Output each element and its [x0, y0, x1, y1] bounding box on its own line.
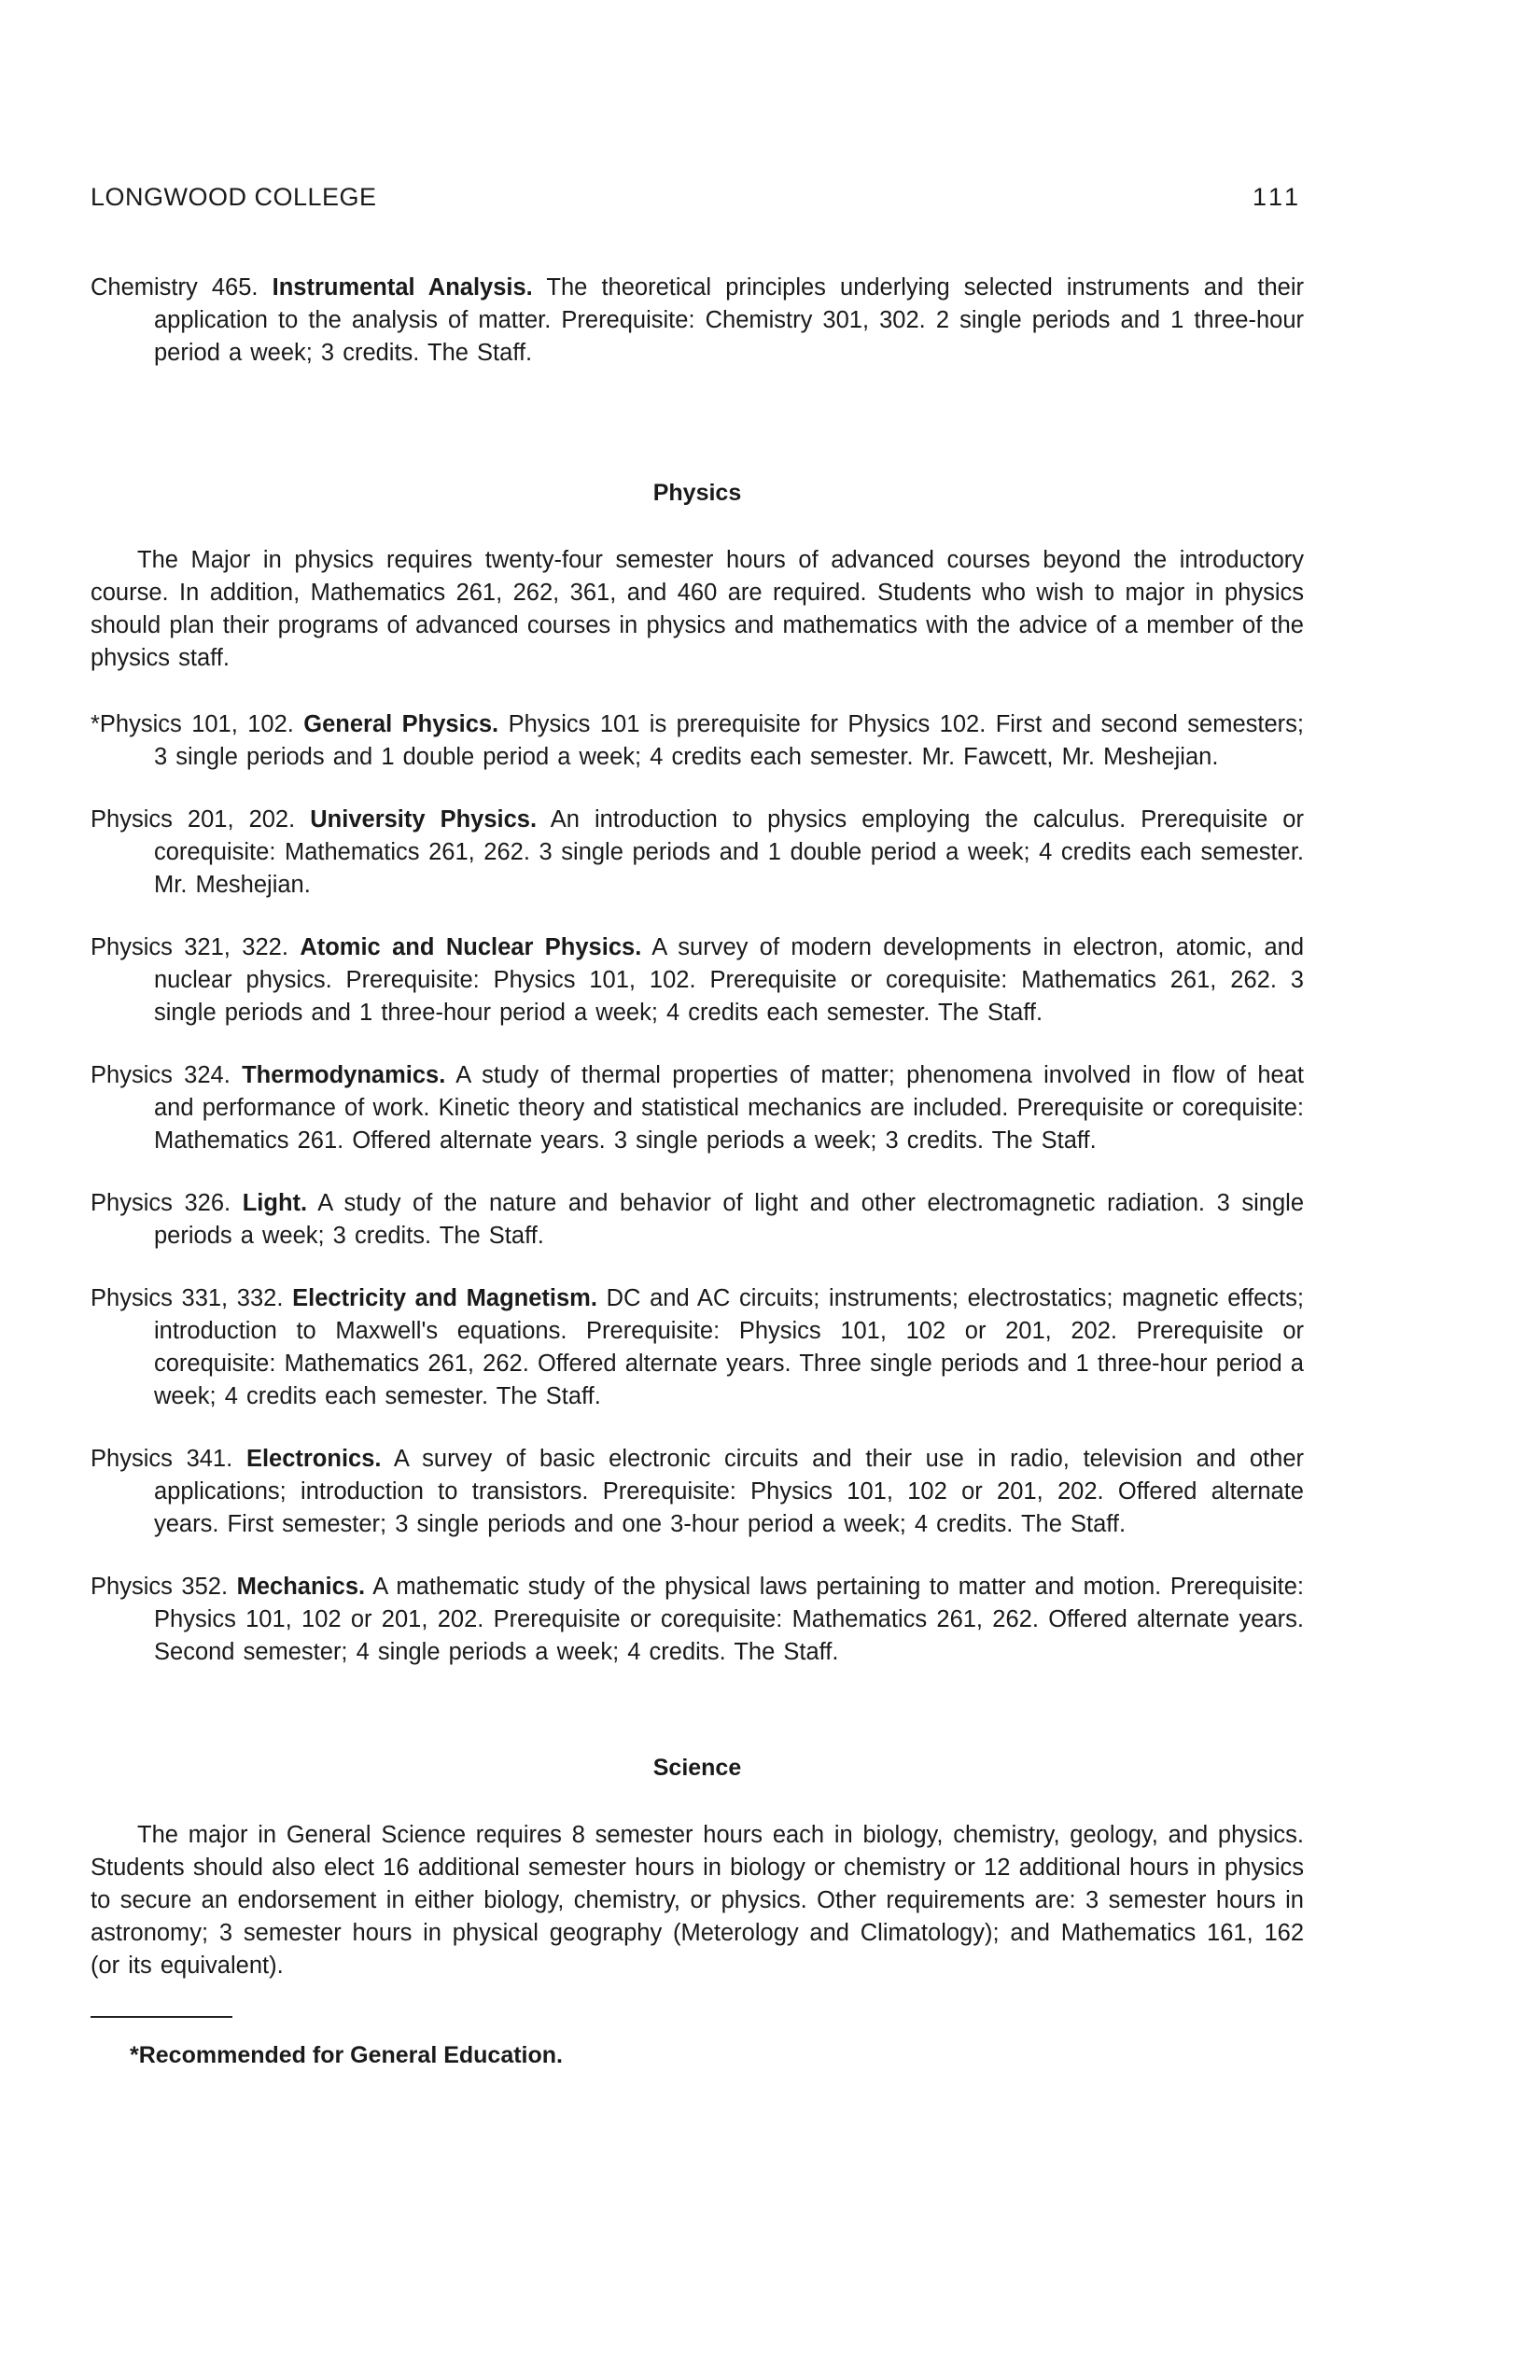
course-title: Light. — [242, 1190, 308, 1216]
course-entry-physics-331-332 — [91, 1282, 1304, 1413]
college-title: LONGWOOD COLLEGE — [91, 183, 377, 211]
course-entry-chemistry-465 — [91, 272, 1304, 370]
course-entry-physics-324 — [91, 1059, 1304, 1157]
course-title: Thermodynamics. — [242, 1062, 446, 1088]
course-code: Physics 331, 332. — [91, 1285, 284, 1311]
course-description: A mathematic study of the physical laws pertaining to matter and motion. Prerequisite: Physics 101, 102 or 201, 202. Prerequisite or corequisite: Mathematics 261, 262. Offered alternate years. Second semester; 4 single periods a week; 4 credits. The Staff. — [154, 1574, 1304, 1665]
section-heading-physics: Physics — [652, 480, 742, 506]
course-description: A survey of basic electronic circuits and their use in radio, television and other applications; introduction to transistors. Prerequisite: Physics 101, 102 or 201, 202. Offered alternate years. First semester; 3 single periods and one 3-hour period a week; 4 credits. The Staff. — [154, 1446, 1304, 1537]
course-entry-physics-321-322 — [91, 931, 1304, 1029]
page-number: 111 — [1252, 183, 1302, 211]
course-title: Electronics. — [245, 1446, 382, 1472]
course-code: Physics 201, 202. — [91, 806, 296, 833]
physics-major-paragraph: The Major in physics requires twenty-four semester hours of advanced courses beyond the introductory course. In addition, Mathematics 261, 262, 361, and 460 are required. Students who wish to major in physics should plan their programs of advanced courses in physics and mathematics with the advice of a member of the physics staff. — [91, 547, 1304, 671]
section-heading-science: Science — [652, 1755, 742, 1781]
course-entry-physics-341 — [91, 1443, 1304, 1541]
course-entry-physics-326 — [91, 1187, 1304, 1253]
course-code: Physics 321, 322. — [91, 934, 288, 960]
catalog-page — [91, 183, 1304, 2093]
course-code: *Physics 101, 102. — [91, 711, 294, 737]
course-title: General Physics. — [303, 711, 499, 737]
course-description: The theoretical principles underlying selected instruments and their application to the analysis of matter. Prerequisite: Chemistry 301, 302. 2 single periods and 1 three-hour period a week; 3 credits. The Staff. — [154, 274, 1304, 366]
course-title: University Physics. — [310, 806, 538, 833]
course-code: Physics 341. — [91, 1446, 233, 1472]
course-entry-physics-101-102 — [91, 708, 1304, 774]
footnote: *Recommended for General Education. — [130, 2042, 563, 2068]
course-description: DC and AC circuits; instruments; electrostatics; magnetic effects; introduction to Maxwell's equations. Prerequisite: Physics 101, 102 or 201, 202. Prerequisite or corequisite: Mathematics 261, 262. Offered alternate years. Three single periods and 1 three-hour period a week; 4 credits each semester. The Staff. — [154, 1285, 1305, 1409]
course-title: Electricity and Magnetism. — [292, 1285, 597, 1311]
course-title: Instrumental Analysis. — [272, 274, 533, 301]
course-description: A study of the nature and behavior of light and other electromagnetic radiation. 3 single periods a week; 3 credits. The Staff. — [154, 1190, 1305, 1249]
course-description: An introduction to physics employing the calculus. Prerequisite or corequisite: Mathematics 261, 262. 3 single periods and 1 double period a week; 4 credits each semester. Mr. Meshejian. — [154, 806, 1304, 898]
course-description: A survey of modern developments in electron, atomic, and nuclear physics. Prerequisite: Physics 101, 102. Prerequisite or corequisite: Mathematics 261, 262. 3 single periods and 1 three-hour period a week; 4 credits each semester. The Staff. — [154, 934, 1305, 1026]
course-code: Physics 352. — [91, 1574, 229, 1600]
course-description: Physics 101 is prerequisite for Physics 102. First and second semesters; 3 single periods and 1 double period a week; 4 credits each semester. Mr. Fawcett, Mr. Meshejian. — [154, 711, 1304, 770]
course-entry-physics-201-202 — [91, 804, 1304, 902]
course-code: Chemistry 465. — [91, 274, 259, 301]
science-major-paragraph: The major in General Science requires 8 semester hours each in biology, chemistry, geology, and physics. Students should also elect 16 additional semester hours in biology or chemistry or 12 additional hours in physics to secure an endorsement in either biology, chemistry, or physics. Other requirements are: 3 semester hours in astronomy; 3 semester hours in physical geography (Meterology and Climatology); and Mathematics 161, 162 (or its equivalent). — [91, 1822, 1304, 1979]
course-title: Mechanics. — [236, 1574, 366, 1600]
course-code: Physics 326. — [91, 1190, 231, 1216]
course-entry-physics-352 — [91, 1571, 1304, 1669]
course-title: Atomic and Nuclear Physics. — [300, 934, 642, 960]
course-code: Physics 324. — [91, 1062, 231, 1088]
footnote-divider — [91, 2016, 232, 2018]
running-head — [91, 183, 1304, 212]
course-description: A study of thermal properties of matter; phenomena involved in flow of heat and performance of work. Kinetic theory and statistical mechanics are included. Prerequisite or corequisite: Mathematics 261. Offered alternate years. 3 single periods a week; 3 credits. The Staff. — [154, 1062, 1304, 1154]
